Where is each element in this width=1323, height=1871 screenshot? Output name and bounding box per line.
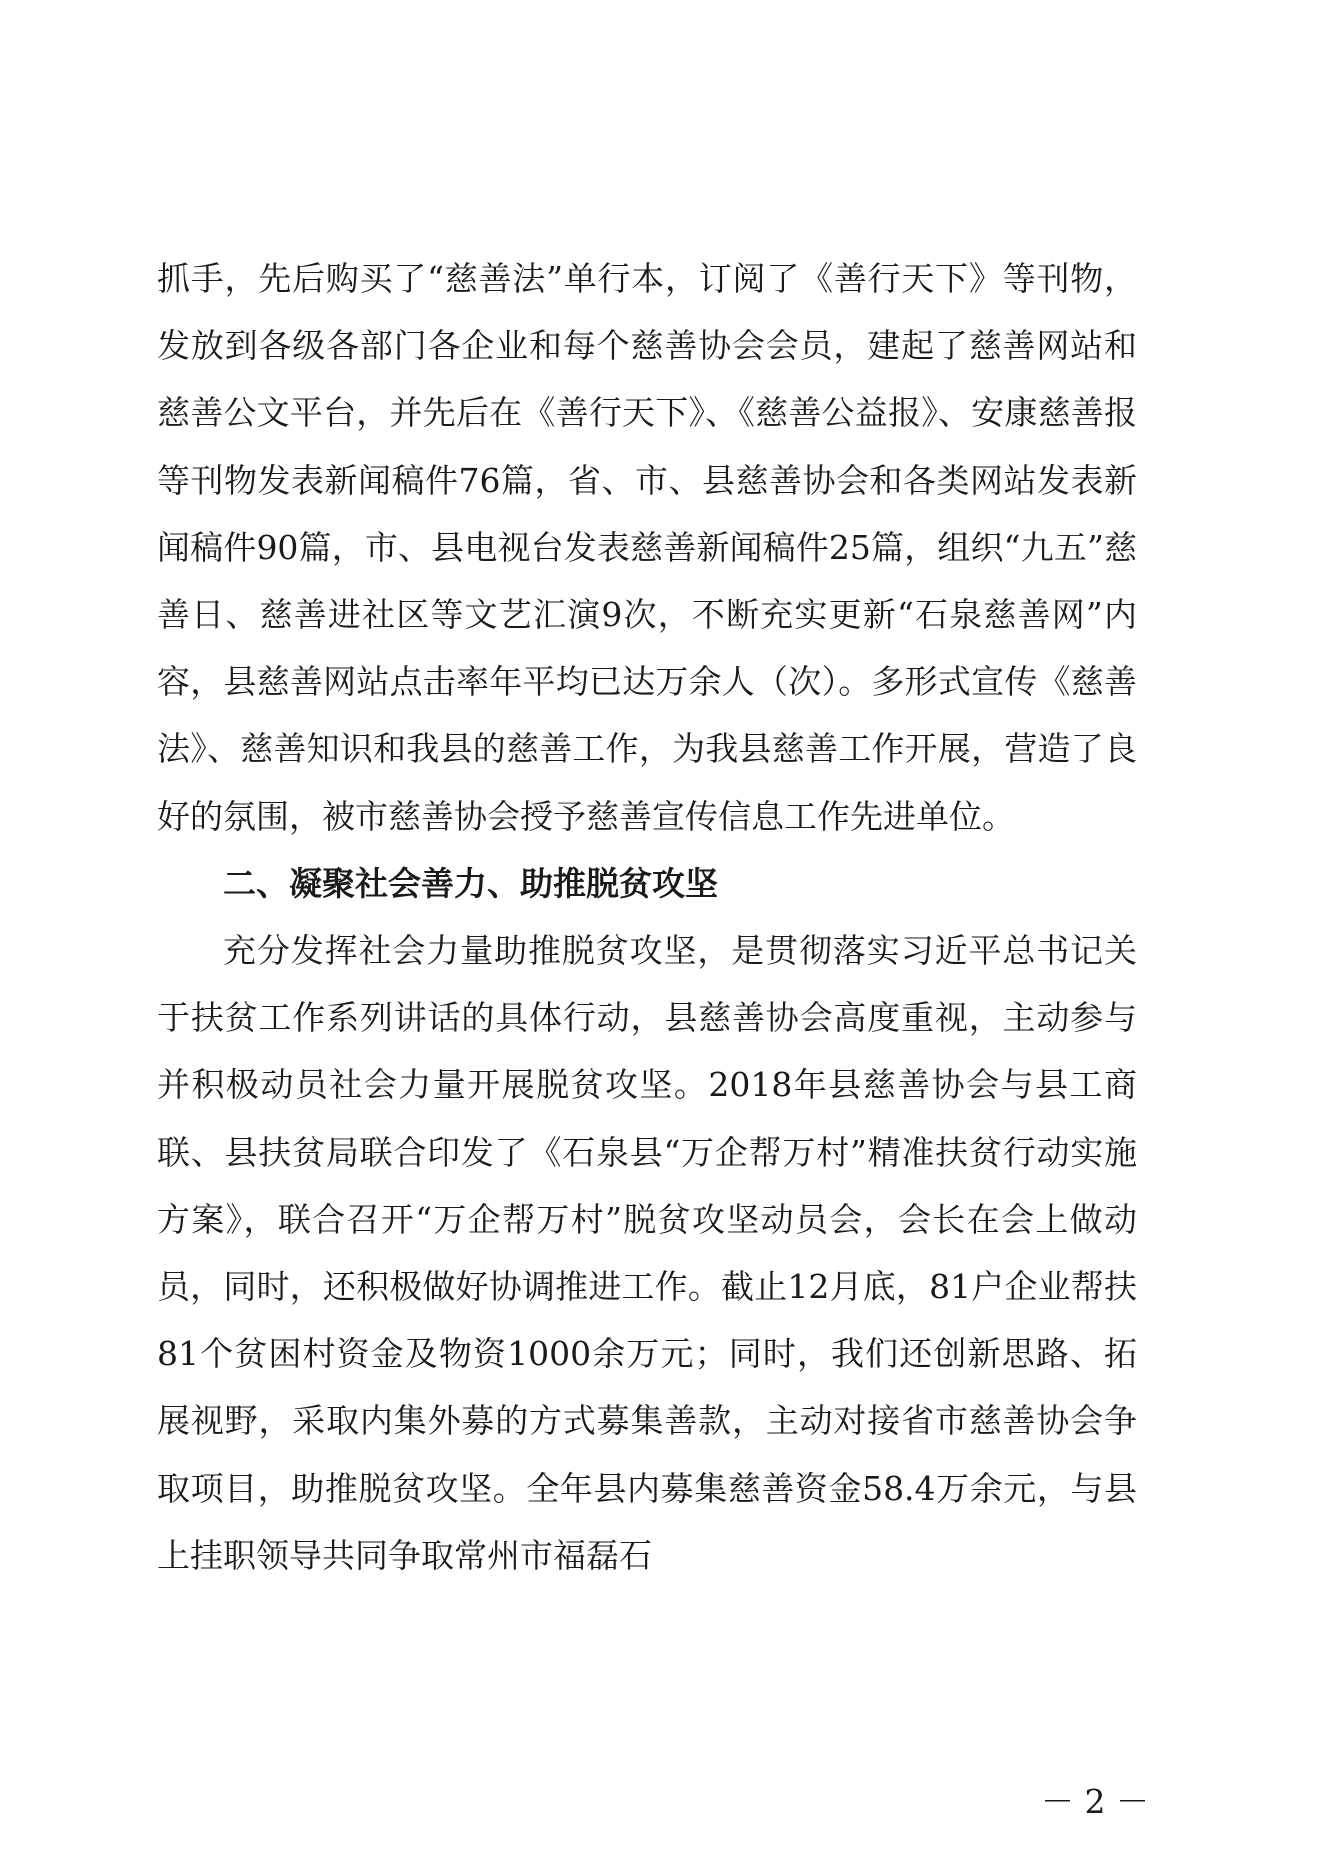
body-paragraph-continued: 抓手，先后购买了“慈善法”单行本，订阅了《善行天下》等刊物，发放到各级各部门各企业和每个慈善协会会员，建起了慈善网站和慈善公文平台，并先后在《善行天下》、《慈善公益报》、安康慈善报等刊物发表新闻稿件76篇，省、市、县慈善协会和各类网站发表新闻稿件90篇，市、县电视台发表慈善新闻稿件25篇，组织“九五”慈善日、慈善进社区等文艺汇演9次，不断充实更新“石泉慈善网”内容，县慈善网站点击率年平均已达万余人（次）。多形式宣传《慈善法》、慈善知识和我县的慈善工作，为我县慈善工作开展，营造了良好的氛围，被市慈善协会授予慈善宣传信息工作先进单位。	[157, 259, 1137, 836]
document-body	[157, 245, 1137, 1589]
page-number: － 2 －	[1041, 1782, 1149, 1821]
body-paragraph-section: 充分发挥社会力量助推脱贫攻坚，是贯彻落实习近平总书记关于扶贫工作系列讲话的具体行动，县慈善协会高度重视，主动参与并积极动员社会力量开展脱贫攻坚。2018年县慈善协会与县工商联、县扶贫局联合印发了《石泉县“万企帮万村”精准扶贫行动实施方案》，联合召开“万企帮万村”脱贫攻坚动员会，会长在会上做动员，同时，还积极做好协调推进工作。截止12月底，81户企业帮扶81个贫困村资金及物资1000余万元；同时，我们还创新思路、拓展视野，采取内集外募的方式募集善款，主动对接省市慈善协会争取项目，助推脱贫攻坚。全年县内募集慈善资金58.4万余元，与县上挂职领导共同争取常州市福磊石	[157, 931, 1137, 1575]
section-heading: 二、凝聚社会善力、助推脱贫攻坚	[223, 863, 718, 903]
